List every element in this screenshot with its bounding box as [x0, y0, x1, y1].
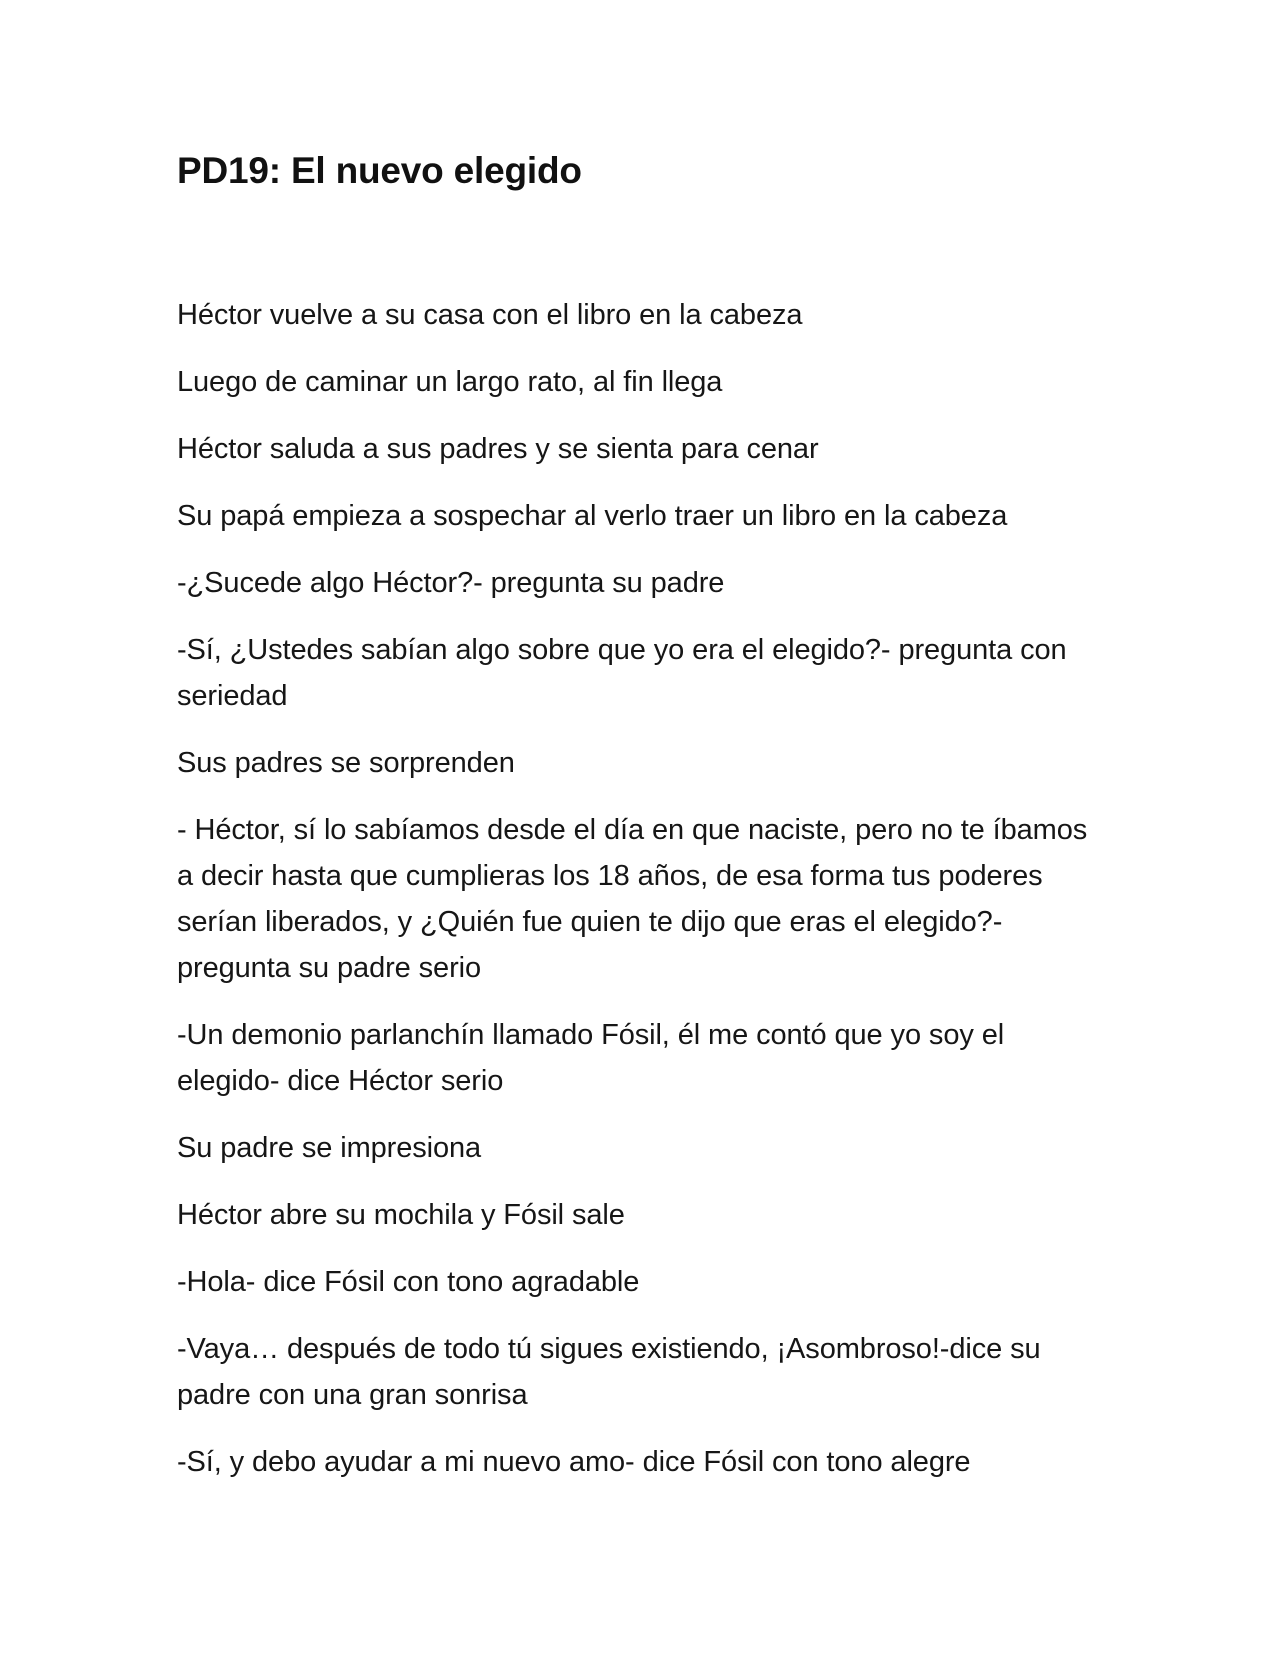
document-title: PD19: El nuevo elegido: [177, 150, 582, 191]
paragraph: Héctor abre su mochila y Fósil sale: [177, 1199, 625, 1231]
paragraph: Héctor vuelve a su casa con el libro en la cabeza: [177, 299, 803, 331]
document-body: [177, 292, 1107, 1506]
paragraph: -Vaya… después de todo tú sigues existiendo, ¡Asombroso!-dice su padre con una gran sonrisa: [177, 1333, 1041, 1411]
paragraph: -Sí, y debo ayudar a mi nuevo amo- dice Fósil con tono alegre: [177, 1446, 971, 1478]
paragraph: - Héctor, sí lo sabíamos desde el día en que naciste, pero no te íbamos a decir hasta que cumplieras los 18 años, de esa forma tus poderes serían liberados, y ¿Quién fue quien te dijo que eras el elegido?- pregunta su padre serio: [177, 814, 1088, 984]
paragraph: Su padre se impresiona: [177, 1132, 482, 1164]
paragraph: Héctor saluda a sus padres y se sienta para cenar: [177, 433, 819, 465]
paragraph: -Un demonio parlanchín llamado Fósil, él me contó que yo soy el elegido- dice Héctor serio: [177, 1019, 1005, 1097]
paragraph: -Sí, ¿Ustedes sabían algo sobre que yo era el elegido?- pregunta con seriedad: [177, 634, 1067, 712]
paragraph: -Hola- dice Fósil con tono agradable: [177, 1266, 640, 1298]
paragraph: Su papá empieza a sospechar al verlo traer un libro en la cabeza: [177, 500, 1008, 532]
paragraph: -¿Sucede algo Héctor?- pregunta su padre: [177, 567, 725, 599]
paragraph: Luego de caminar un largo rato, al fin llega: [177, 366, 723, 398]
paragraph: Sus padres se sorprenden: [177, 747, 515, 779]
